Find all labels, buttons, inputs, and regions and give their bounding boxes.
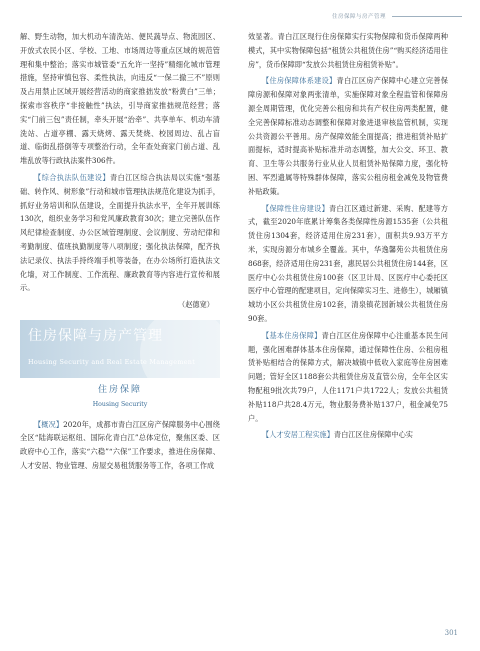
- left-paragraph-continued: 解、野生动物，加大机动车清洗站、便民蔬导点、物流园区、开放式农民小区、学校、工地、市场周边等重点区域的规范管理和集中整治；落实市城管委“五允许一坚持”精细化城市管理措施，坚持审慎包容、柔性执法，向违反“一保二撤三不”原则及占用禁止区域开展经营活动的商家推拙发放“粉黄白”三单；探索市容秩序“非接触性”执法，引导商家推拙规范经营；落实“门前三包”责任制，牵头开展“治牵”、共享单车、机动车清洗站、占道亭棚、露天烧烤、露天焚烧、校园周边、乱占盲道、临街乱搭倒等专项整治行动，全年查处商家门前占道、乱堆乱放等行政执法案件306件。: [20, 32, 220, 166]
- basic-housing-paragraph: [248, 329, 448, 426]
- talent-housing-tag: 【人才安居工程实施】: [262, 430, 334, 440]
- team-building-text: 青白江区综合执法局以实施“强基础、转作风、树形象”行动和城市管理执法规范化建设为抓手，抓好业务培训和队伍建设，全面提升执法水平，全年开展训练130次，组织业务学习和党风廉政教育30次；建立完善队伍作风纪律检查制度、办公区域管理制度、会议制度、劳动纪律和考勤制度、值班执勤制度等八项制度；强化执法保障，配齐执法记录仪、执法手持终端手机等装备，在办公场所打造执法文化墙，对工作制度、工作流程、廉政教育等内容进行宣传和展示。: [20, 172, 220, 293]
- chapter-banner: [20, 320, 220, 378]
- housing-system-tag: 【住房保障体系建设】: [262, 76, 337, 86]
- chapter-subtitle: Housing Security and Real Estate Management: [28, 357, 196, 366]
- right-column: [248, 30, 448, 445]
- housing-source-paragraph: [248, 202, 448, 326]
- basic-housing-tag: 【基本住房保障】: [262, 330, 322, 340]
- talent-housing-text: 青白江区住房保障中心实: [333, 430, 413, 440]
- section-subtitle: Housing Security: [92, 400, 148, 408]
- running-head-title: 住房保障与房产管理: [331, 14, 386, 20]
- overview-text: 2020年，成都市青白江区房产保障服务中心围绕全区“陆海联运枢纽、国际化青白江”总体定位，聚焦区委、区政府中心工作，落实“六稳”“六保”工作要求，推进住房保障、人才安居、物业管理、房屋交易租赁服务等工作，各项工作成: [20, 419, 220, 470]
- overview-paragraph: [20, 418, 220, 473]
- running-head-rule: [392, 16, 462, 17]
- right-paragraph-continued: 效显著。青白江区现行住房保障实行实物保障和货币保障两种模式，其中实物保障包括“租赁公共租赁住房”“购买经济适用住房”，货币保障即“发放公共租赁住房租赁补贴”。: [248, 32, 448, 69]
- overview-tag: 【概况】: [34, 419, 64, 429]
- section-title: 住房保障: [97, 384, 142, 395]
- housing-source-text: 青白江区通过新建、采购、配建等方式，截至2020年底累计筹集各类保障性房源1535套（公共租赁住房1304套，经济适用住房231套），面积共9.93万平方米，实现房源分布城乡全覆盖。其中，华逸馨苑公共租赁住房868套，经济适用住房231套，惠民居公共租赁住房144套，区医疗中心公共租赁住房100套（区卫计局、区医疗中心委托区医疗中心管理的配建项目，定向保障实习生、进修生），城厢镇城坊小区公共租赁住房102套，清泉镇花园新城公共租赁住房90套。: [248, 203, 448, 323]
- team-building-tag: 【综合执法队伍建设】: [34, 172, 110, 182]
- page-number: 301: [444, 629, 458, 637]
- chapter-title: 住房保障与房产管理: [28, 327, 163, 344]
- running-head: [332, 12, 462, 20]
- housing-system-paragraph: [248, 74, 448, 198]
- basic-housing-text: 青白江区住房保障中心注重基本民生问题，强化困难群体基本住房保障，通过保障性住房、公租房租赁补贴相结合的保障方式，解决城镇中低收入家庭等住房困难问题；管好全区1188套公共租赁住房及直管公房，全年全区实物配租9批次共79户，人住1171户共1722人；发放公共租赁补贴118户共28.4万元，物业服务费补贴137户，租金减免75户。: [248, 330, 448, 423]
- author-credit: （赵德宽）: [178, 300, 214, 310]
- team-building-paragraph: [20, 171, 220, 295]
- left-column: [20, 30, 220, 476]
- talent-housing-paragraph: [248, 428, 448, 442]
- housing-source-tag: 【保障性住房建设】: [262, 203, 330, 213]
- housing-system-text: 青白江区房产保障中心建立完善保障房源和保障对象两张清单，实施保障对象全程监管和保障房源全周期管理，优化完善公租房和共有产权住房两类配置，健全完善保障标准动态调整和保障对象进退审核监管机制，实现公共资源公平善用。房产保障效能全面提高；推进租赁补贴扩面提标，适时提高补贴标准并动态调整，加大公交、环卫、教育、卫生等公共服务行业从业人员租赁补贴保障力度，强化特困、军烈遗属等特殊群体保障，落实公租房租金减免及物管费补贴政策。: [248, 76, 448, 196]
